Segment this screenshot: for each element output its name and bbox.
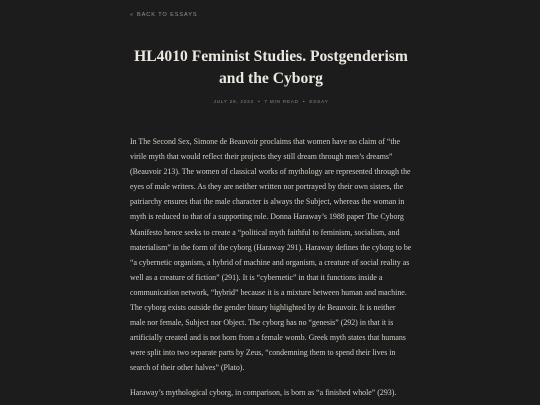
post-date: JULY 28, 2024 — [213, 100, 254, 105]
post-meta — [130, 100, 412, 105]
meta-separator: • — [257, 100, 261, 105]
meta-separator: • — [302, 100, 306, 105]
article-paragraph: Haraway’s mythological cyborg, in comparison, is born as “a finished whole” (293). — [130, 387, 397, 397]
article-body — [130, 134, 412, 400]
article-paragraph: In The Second Sex, Simone de Beauvoir proclaims that women have no claim of “the virile myth that would reflect their projects they still dream through men’s dreams” (Beauvoir 213). The women of classical works of mythology are represented through the eyes of male writers. As they are neither written nor portrayed by their own sisters, the patriarchy ensures that the male character is always the Subject, whereas the woman in myth is reduced to that of a supporting role. Donna Haraway’s 1988 paper The Cyborg Manifesto hence seeks to create a “political myth faithful to feminism, socialism, and materialism” in the form of the cyborg (Haraway 291). Haraway defines the cyborg to be “a cybernetic organism, a hybrid of machine and organism, a creature of social reality as well as a creature of fiction” (291). It is “cybernetic” in that it functions inside a communication network, “hybrid” because it is a mixture between human and machine. The cyborg exists outside the gender binary highlighted by de Beauvoir. It is neither male nor female, Subject nor Object. The cyborg has no “genesis” (292) in that it is artificially created and is not born from a female womb. Greek myth states that humans were split into two separate parts by Zeus, “condemning them to spend their lives in search of their other halves” (Plato). — [130, 137, 412, 373]
content-column — [130, 0, 412, 405]
back-to-essays-link[interactable] — [130, 12, 198, 18]
back-link-label: BACK TO ESSAYS — [137, 12, 198, 18]
back-arrow-icon: « — [130, 12, 135, 18]
read-time: 7 MIN READ — [264, 100, 299, 105]
post-category: ESSAY — [309, 100, 329, 105]
page-title: HL4010 Feminist Studies. Postgenderism and the Cyborg — [134, 48, 408, 87]
